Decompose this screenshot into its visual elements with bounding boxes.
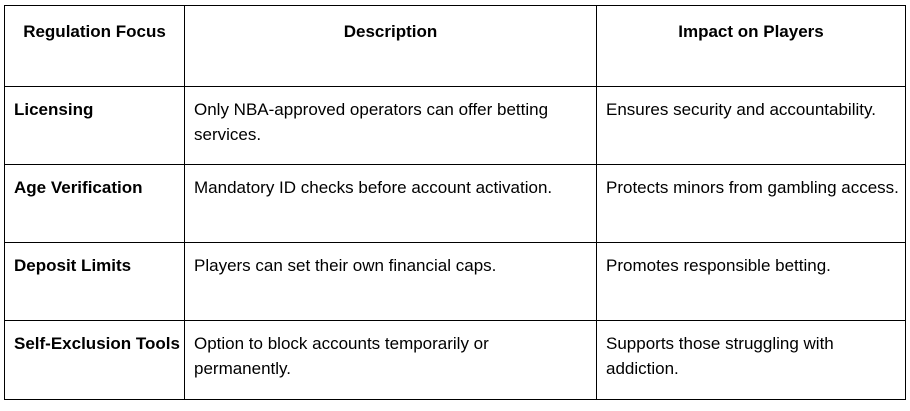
header-row (5, 6, 906, 87)
header-impact-on-players (597, 6, 906, 87)
header-description-label: Description (343, 22, 438, 41)
row-impact-cell: Promotes responsible betting. (597, 243, 906, 321)
row-description-cell: Players can set their own financial caps. (185, 243, 597, 321)
row-description-cell: Option to block accounts temporarily or permanently. (185, 321, 597, 400)
table-row (5, 321, 906, 400)
table-body (5, 87, 906, 400)
row-description-cell: Mandatory ID checks before account activation. (185, 165, 597, 243)
row-focus-cell: Licensing (5, 87, 185, 165)
row-impact-cell: Protects minors from gambling access. (597, 165, 906, 243)
table-header (5, 6, 906, 87)
table-row (5, 165, 906, 243)
row-focus-cell: Age Verification (5, 165, 185, 243)
table-row (5, 243, 906, 321)
row-description-cell: Only NBA-approved operators can offer betting services. (185, 87, 597, 165)
row-focus-cell: Deposit Limits (5, 243, 185, 321)
row-impact-cell: Supports those struggling with addiction. (597, 321, 906, 400)
table-row (5, 87, 906, 165)
header-regulation-focus-label: Regulation Focus (23, 22, 166, 41)
row-focus-cell: Self-Exclusion Tools (5, 321, 185, 400)
header-impact-label: Impact on Players (678, 22, 824, 41)
regulation-table (4, 5, 906, 400)
header-description (185, 6, 597, 87)
header-regulation-focus (5, 6, 185, 87)
row-impact-cell: Ensures security and accountability. (597, 87, 906, 165)
